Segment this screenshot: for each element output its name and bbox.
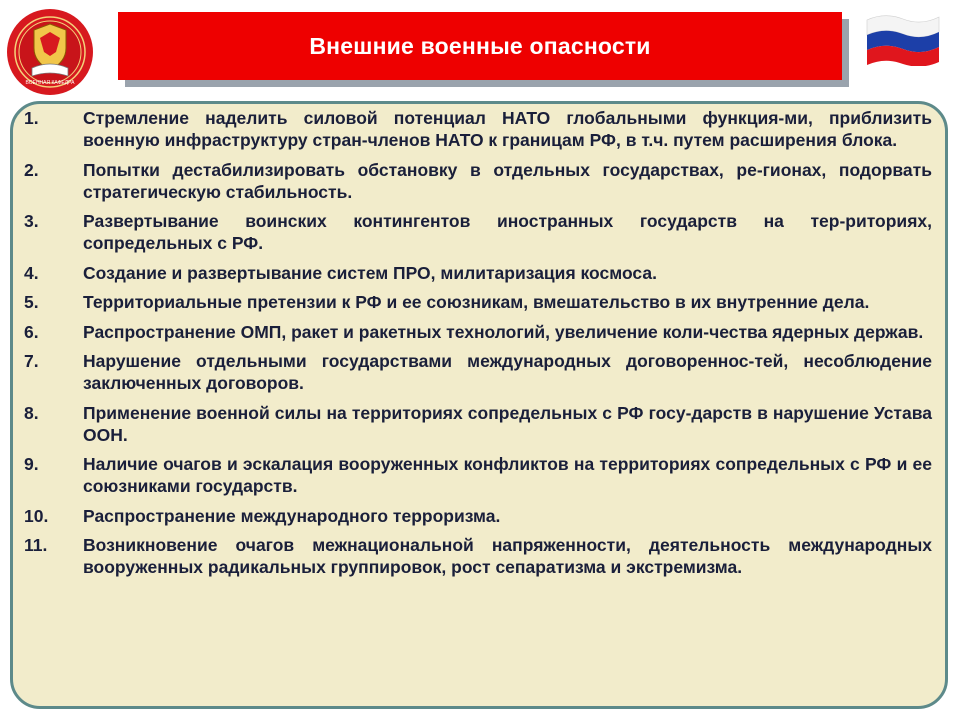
list-item-text: Стремление наделить силовой потенциал НАТО глобальными функция-ми, приблизить военную инфраструктуру стран-членов НАТО к границам РФ, в т.ч. путем расширения блока.: [83, 108, 932, 150]
list-item-number: 6.: [24, 321, 39, 342]
list-item-text: Распространение ОМП, ракет и ракетных технологий, увеличение коли-чества ядерных держав.: [83, 321, 924, 342]
title-banner: [118, 12, 842, 80]
list-item: [24, 350, 932, 394]
list-item-number: 8.: [24, 402, 39, 423]
list-item-number: 2.: [24, 159, 39, 180]
university-emblem: [6, 8, 94, 96]
list-item: [24, 210, 932, 254]
slide-title: Внешние военные опасности: [309, 32, 651, 59]
list-item: [24, 107, 932, 151]
emblem-caption: ВОЕННАЯ КАФЕДРА: [25, 80, 75, 86]
list-item: [24, 534, 932, 578]
list-item-text: Возникновение очагов межнациональной напряженности, деятельность международных вооруженных радикальных группировок, рост сепаратизма и экстремизма.: [83, 535, 932, 577]
list-item-text: Развертывание воинских контингентов иностранных государств на тер-риториях, сопредельных с РФ.: [83, 211, 932, 253]
list-item: [24, 159, 932, 203]
list-item-number: 4.: [24, 262, 39, 283]
list-item-number: 1.: [24, 108, 39, 128]
list-item-number: 5.: [24, 292, 39, 312]
dangers-list: [24, 107, 932, 586]
list-item-text: Попытки дестабилизировать обстановку в отдельных государствах, ре-гионах, подорвать стратегическую стабильность.: [83, 159, 932, 202]
list-item: [24, 321, 932, 343]
list-item-number: 9.: [24, 454, 39, 474]
list-item-text: Создание и развертывание систем ПРО, милитаризация космоса.: [83, 262, 657, 283]
list-item-number: 3.: [24, 211, 39, 231]
list-item: [24, 453, 932, 497]
list-item-text: Распространение международного терроризма.: [83, 505, 501, 526]
list-item-text: Нарушение отдельными государствами международных договореннос-тей, несоблюдение заключенных договоров.: [83, 351, 932, 393]
list-item: [24, 402, 932, 446]
list-item-number: 10.: [24, 505, 49, 526]
list-item-number: 7.: [24, 351, 39, 371]
list-item-number: 11.: [24, 535, 48, 555]
russian-flag-icon: [863, 12, 943, 66]
list-item-text: Применение военной силы на территориях сопредельных с РФ госу-дарств в нарушение Устава ООН.: [83, 402, 932, 445]
list-item: [24, 262, 932, 284]
list-item: [24, 505, 932, 527]
list-item: [24, 291, 932, 313]
list-item-text: Наличие очагов и эскалация вооруженных конфликтов на территориях сопредельных с РФ и ее союзниками государств.: [83, 454, 932, 496]
list-item-text: Территориальные претензии к РФ и ее союзникам, вмешательство в их внутренние дела.: [83, 292, 870, 312]
